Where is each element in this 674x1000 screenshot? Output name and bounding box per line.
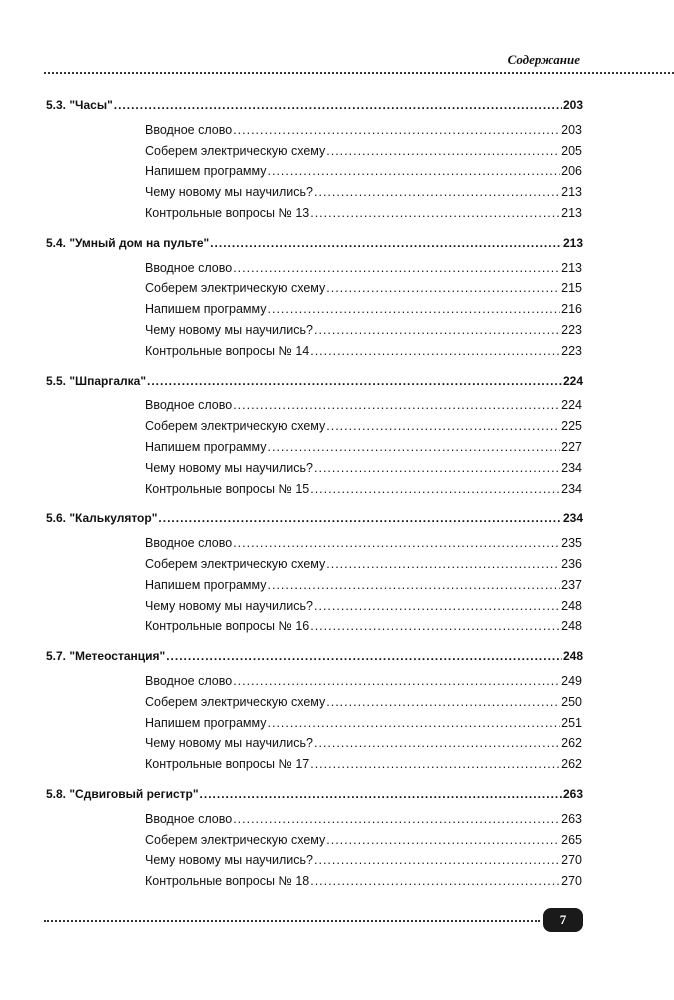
leader-dots [147,374,562,388]
table-of-contents [0,98,674,904]
entry-page-number: 213 [561,205,582,220]
section-page-number: 234 [562,511,583,526]
leader-dots [233,123,560,137]
entry-label: Напишем программу [145,439,267,454]
leader-dots [268,164,561,178]
entry-page-number: 270 [561,853,582,868]
section-page-number: 224 [562,373,583,388]
toc-section [0,98,674,227]
leader-dots [268,440,561,454]
leader-dots [158,511,562,525]
toc-section-heading[interactable] [0,98,583,119]
toc-entry[interactable] [0,323,582,344]
toc-section [0,787,674,895]
toc-entry[interactable] [0,853,582,874]
entry-page-number: 263 [561,811,582,826]
entry-page-number: 262 [561,757,582,772]
toc-entry[interactable] [0,206,582,227]
entry-page-number: 249 [561,673,582,688]
toc-entry[interactable] [0,812,582,833]
section-title: 5.5. "Шпаргалка" [46,373,147,388]
entry-label: Вводное слово [145,122,233,137]
page-number-badge: 7 [543,908,583,932]
leader-dots [314,185,560,199]
entry-label: Чему новому мы научились? [145,853,314,868]
toc-section-heading[interactable] [0,374,583,395]
leader-dots [268,302,561,316]
toc-entry[interactable] [0,164,582,185]
entry-label: Чему новому мы научились? [145,598,314,613]
entry-label: Соберем электрическую схему [145,281,326,296]
leader-dots [326,281,560,295]
leader-dots [233,261,560,275]
section-title: 5.3. "Часы" [46,98,113,112]
leader-dots [200,787,562,801]
toc-entry[interactable] [0,757,582,778]
entry-page-number: 215 [561,281,582,296]
toc-section-heading[interactable] [0,787,583,808]
leader-dots [314,736,560,750]
toc-entry[interactable] [0,674,582,695]
toc-entry[interactable] [0,874,582,895]
toc-entry[interactable] [0,482,582,503]
leader-dots [233,674,560,688]
entry-page-number: 205 [561,143,582,158]
leader-dots [326,833,560,847]
entry-page-number: 251 [561,715,582,730]
entry-page-number: 203 [561,122,582,137]
leader-dots [310,206,560,220]
leader-dots [233,398,560,412]
entry-label: Чему новому мы научились? [145,460,314,475]
entry-page-number: 237 [561,577,582,592]
leader-dots [233,536,560,550]
toc-entry[interactable] [0,461,582,482]
leader-dots [166,649,562,663]
entry-page-number: 248 [561,619,582,634]
section-title: 5.4. "Умный дом на пульте" [46,235,210,250]
leader-dots [310,482,560,496]
entry-label: Чему новому мы научились? [145,322,314,337]
toc-entry[interactable] [0,736,582,757]
toc-entry[interactable] [0,619,582,640]
entry-page-number: 213 [561,185,582,200]
toc-section-heading[interactable] [0,511,583,532]
entry-label: Контрольные вопросы № 14 [145,343,310,358]
entry-page-number: 227 [561,439,582,454]
header-dotted-rule [44,72,674,74]
entry-label: Контрольные вопросы № 18 [145,874,310,889]
toc-entry[interactable] [0,281,582,302]
entry-page-number: 236 [561,556,582,571]
leader-dots [326,419,560,433]
leader-dots [310,619,560,633]
leader-dots [314,599,560,613]
leader-dots [314,323,560,337]
entry-label: Вводное слово [145,673,233,688]
toc-entry[interactable] [0,695,582,716]
entry-page-number: 216 [561,302,582,317]
toc-entry[interactable] [0,716,582,737]
leader-dots [310,757,560,771]
toc-entry[interactable] [0,144,582,165]
entry-page-number: 248 [561,598,582,613]
leader-dots [314,853,560,867]
entry-label: Контрольные вопросы № 17 [145,757,310,772]
entry-label: Соберем электрическую схему [145,143,326,158]
entry-label: Напишем программу [145,164,267,179]
section-title: 5.6. "Калькулятор" [46,511,158,526]
toc-entry[interactable] [0,344,582,365]
entry-label: Чему новому мы научились? [145,185,314,200]
toc-section-heading[interactable] [0,236,583,257]
leader-dots [310,344,560,358]
entry-page-number: 223 [561,322,582,337]
entry-label: Соберем электрическую схему [145,694,326,709]
toc-entry[interactable] [0,185,582,206]
toc-entry[interactable] [0,578,582,599]
footer-dotted-rule [44,920,540,922]
section-page-number: 203 [562,98,583,112]
toc-entry[interactable] [0,398,582,419]
leader-dots [326,144,560,158]
section-page-number: 248 [562,649,583,664]
entry-label: Чему новому мы научились? [145,736,314,751]
entry-label: Вводное слово [145,260,233,275]
entry-label: Контрольные вопросы № 15 [145,481,310,496]
entry-label: Напишем программу [145,302,267,317]
entry-label: Вводное слово [145,536,233,551]
toc-section [0,236,674,365]
toc-entry[interactable] [0,536,582,557]
toc-entry[interactable] [0,557,582,578]
toc-entry[interactable] [0,440,582,461]
toc-section [0,649,674,778]
entry-page-number: 235 [561,536,582,551]
leader-dots [233,812,560,826]
toc-entry[interactable] [0,123,582,144]
toc-section [0,374,674,503]
toc-entry[interactable] [0,833,582,854]
leader-dots [114,98,562,112]
entry-label: Соберем электрическую схему [145,419,326,434]
leader-dots [268,716,561,730]
entry-page-number: 265 [561,832,582,847]
leader-dots [326,695,560,709]
entry-label: Соберем электрическую схему [145,832,326,847]
toc-entry[interactable] [0,419,582,440]
entry-page-number: 225 [561,419,582,434]
entry-page-number: 234 [561,460,582,475]
leader-dots [210,236,562,250]
entry-page-number: 262 [561,736,582,751]
leader-dots [268,578,561,592]
entry-label: Соберем электрическую схему [145,556,326,571]
entry-page-number: 206 [561,164,582,179]
section-page-number: 263 [562,786,583,801]
entry-label: Контрольные вопросы № 16 [145,619,310,634]
section-title: 5.7. "Метеостанция" [46,649,166,664]
toc-section-heading[interactable] [0,649,583,670]
toc-section [0,511,674,640]
entry-page-number: 223 [561,343,582,358]
entry-page-number: 270 [561,874,582,889]
entry-page-number: 250 [561,694,582,709]
entry-page-number: 234 [561,481,582,496]
leader-dots [314,461,560,475]
entry-label: Напишем программу [145,577,267,592]
toc-entry[interactable] [0,302,582,323]
page-header-title: Содержание [507,52,580,67]
leader-dots [326,557,560,571]
leader-dots [310,874,560,888]
toc-entry[interactable] [0,261,582,282]
entry-label: Вводное слово [145,811,233,826]
entry-page-number: 224 [561,398,582,413]
toc-entry[interactable] [0,599,582,620]
entry-label: Контрольные вопросы № 13 [145,205,310,220]
section-page-number: 213 [562,235,583,250]
entry-label: Вводное слово [145,398,233,413]
entry-page-number: 213 [561,260,582,275]
section-title: 5.8. "Сдвиговый регистр" [46,786,199,801]
entry-label: Напишем программу [145,715,267,730]
